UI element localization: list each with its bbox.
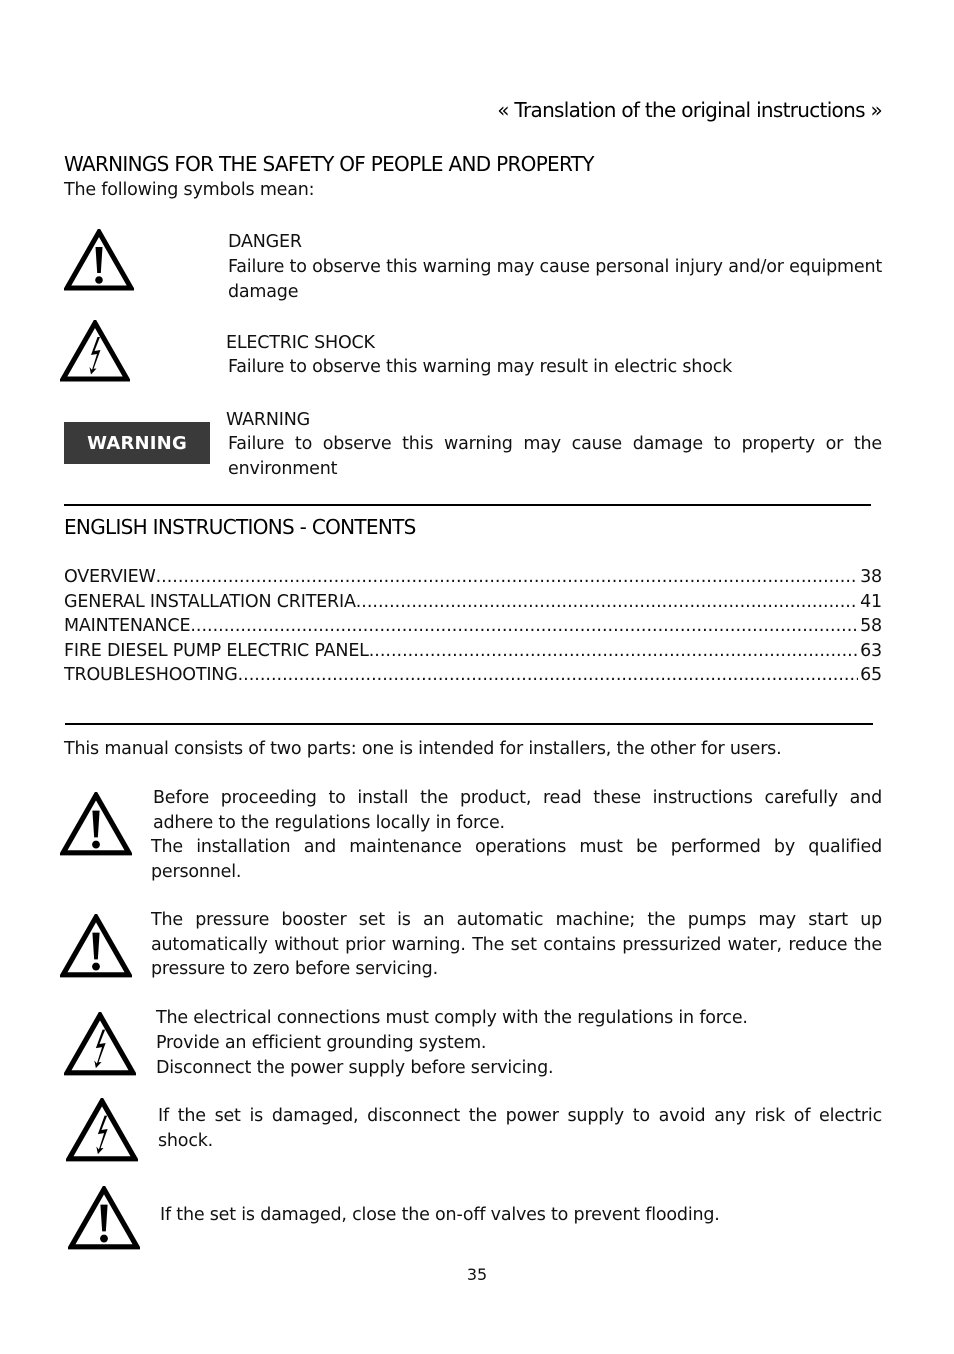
document-subtitle: « Translation of the original instructions »	[497, 98, 882, 122]
contents-heading: ENGLISH INSTRUCTIONS - CONTENTS	[64, 515, 416, 539]
electric-shock-title: ELECTRIC SHOCK	[226, 333, 375, 353]
toc-leader-dots	[190, 614, 858, 639]
notice-electrical-line: Provide an efficient grounding system.	[156, 1033, 487, 1053]
warning-title: WARNING	[226, 410, 310, 430]
danger-description: Failure to observe this warning may cause personal injury and/or equipment damage	[228, 257, 882, 302]
warnings-heading: WARNINGS FOR THE SAFETY OF PEOPLE AND PROPERTY	[64, 152, 594, 176]
electric-shock-description: Failure to observe this warning may result in electric shock	[228, 357, 733, 377]
warning-badge: WARNING	[64, 422, 210, 464]
toc-entry[interactable]	[64, 663, 882, 688]
toc-entry-title: MAINTENANCE	[64, 616, 191, 636]
toc-leader-dots	[238, 663, 859, 688]
danger-triangle-icon	[60, 914, 132, 978]
warnings-intro: The following symbols mean:	[64, 180, 315, 200]
toc-entry-page: 65	[860, 665, 882, 685]
notice-damaged-power: If the set is damaged, disconnect the power supply to avoid any risk of electric shock.	[158, 1106, 882, 1151]
toc-leader-dots	[369, 639, 858, 664]
danger-triangle-icon	[60, 792, 132, 856]
electric-shock-icon	[66, 1098, 138, 1162]
toc-entry[interactable]	[64, 614, 882, 639]
notice-electrical-line: The electrical connections must comply with the regulations in force.	[156, 1008, 748, 1028]
page-number: 35	[466, 1265, 488, 1284]
toc-entry-page: 38	[860, 567, 882, 587]
toc-entry-title: TROUBLESHOOTING	[64, 665, 238, 685]
toc-entry-title: OVERVIEW	[64, 567, 156, 587]
toc-entry-page: 58	[860, 616, 882, 636]
toc-leader-dots	[156, 565, 859, 590]
electric-shock-icon	[64, 1012, 136, 1076]
notice-automatic-machine: The pressure booster set is an automatic machine; the pumps may start up automatically without prior warning. The set contains pressurized water, reduce the pressure to zero before servicing.	[151, 910, 882, 979]
notice-install-text: Before proceeding to install the product, read these instructions carefully and adhere to the regulations locally in force.	[153, 788, 882, 833]
toc-entry-title: GENERAL INSTALLATION CRITERIA	[64, 592, 356, 612]
toc-leader-dots	[356, 590, 858, 615]
danger-triangle-icon	[68, 1186, 140, 1250]
section-divider	[64, 504, 871, 506]
section-divider	[65, 723, 873, 725]
manual-intro: This manual consists of two parts: one is intended for installers, the other for users.	[64, 739, 782, 759]
notice-qualified-personnel: The installation and maintenance operations must be performed by qualified personnel.	[151, 837, 882, 882]
toc-entry[interactable]	[64, 565, 882, 590]
electric-shock-icon	[60, 320, 130, 382]
toc-entry[interactable]	[64, 590, 882, 615]
toc-entry-page: 63	[860, 641, 882, 661]
warning-description: Failure to observe this warning may cause damage to property or the environment	[228, 434, 882, 479]
notice-damaged-valves: If the set is damaged, close the on-off valves to prevent flooding.	[160, 1205, 720, 1225]
toc-entry[interactable]	[64, 639, 882, 664]
notice-electrical-line: Disconnect the power supply before servicing.	[156, 1058, 554, 1078]
toc-entry-title: FIRE DIESEL PUMP ELECTRIC PANEL	[64, 641, 369, 661]
toc-entry-page: 41	[860, 592, 882, 612]
danger-title: DANGER	[228, 232, 302, 252]
danger-triangle-icon	[64, 229, 134, 291]
